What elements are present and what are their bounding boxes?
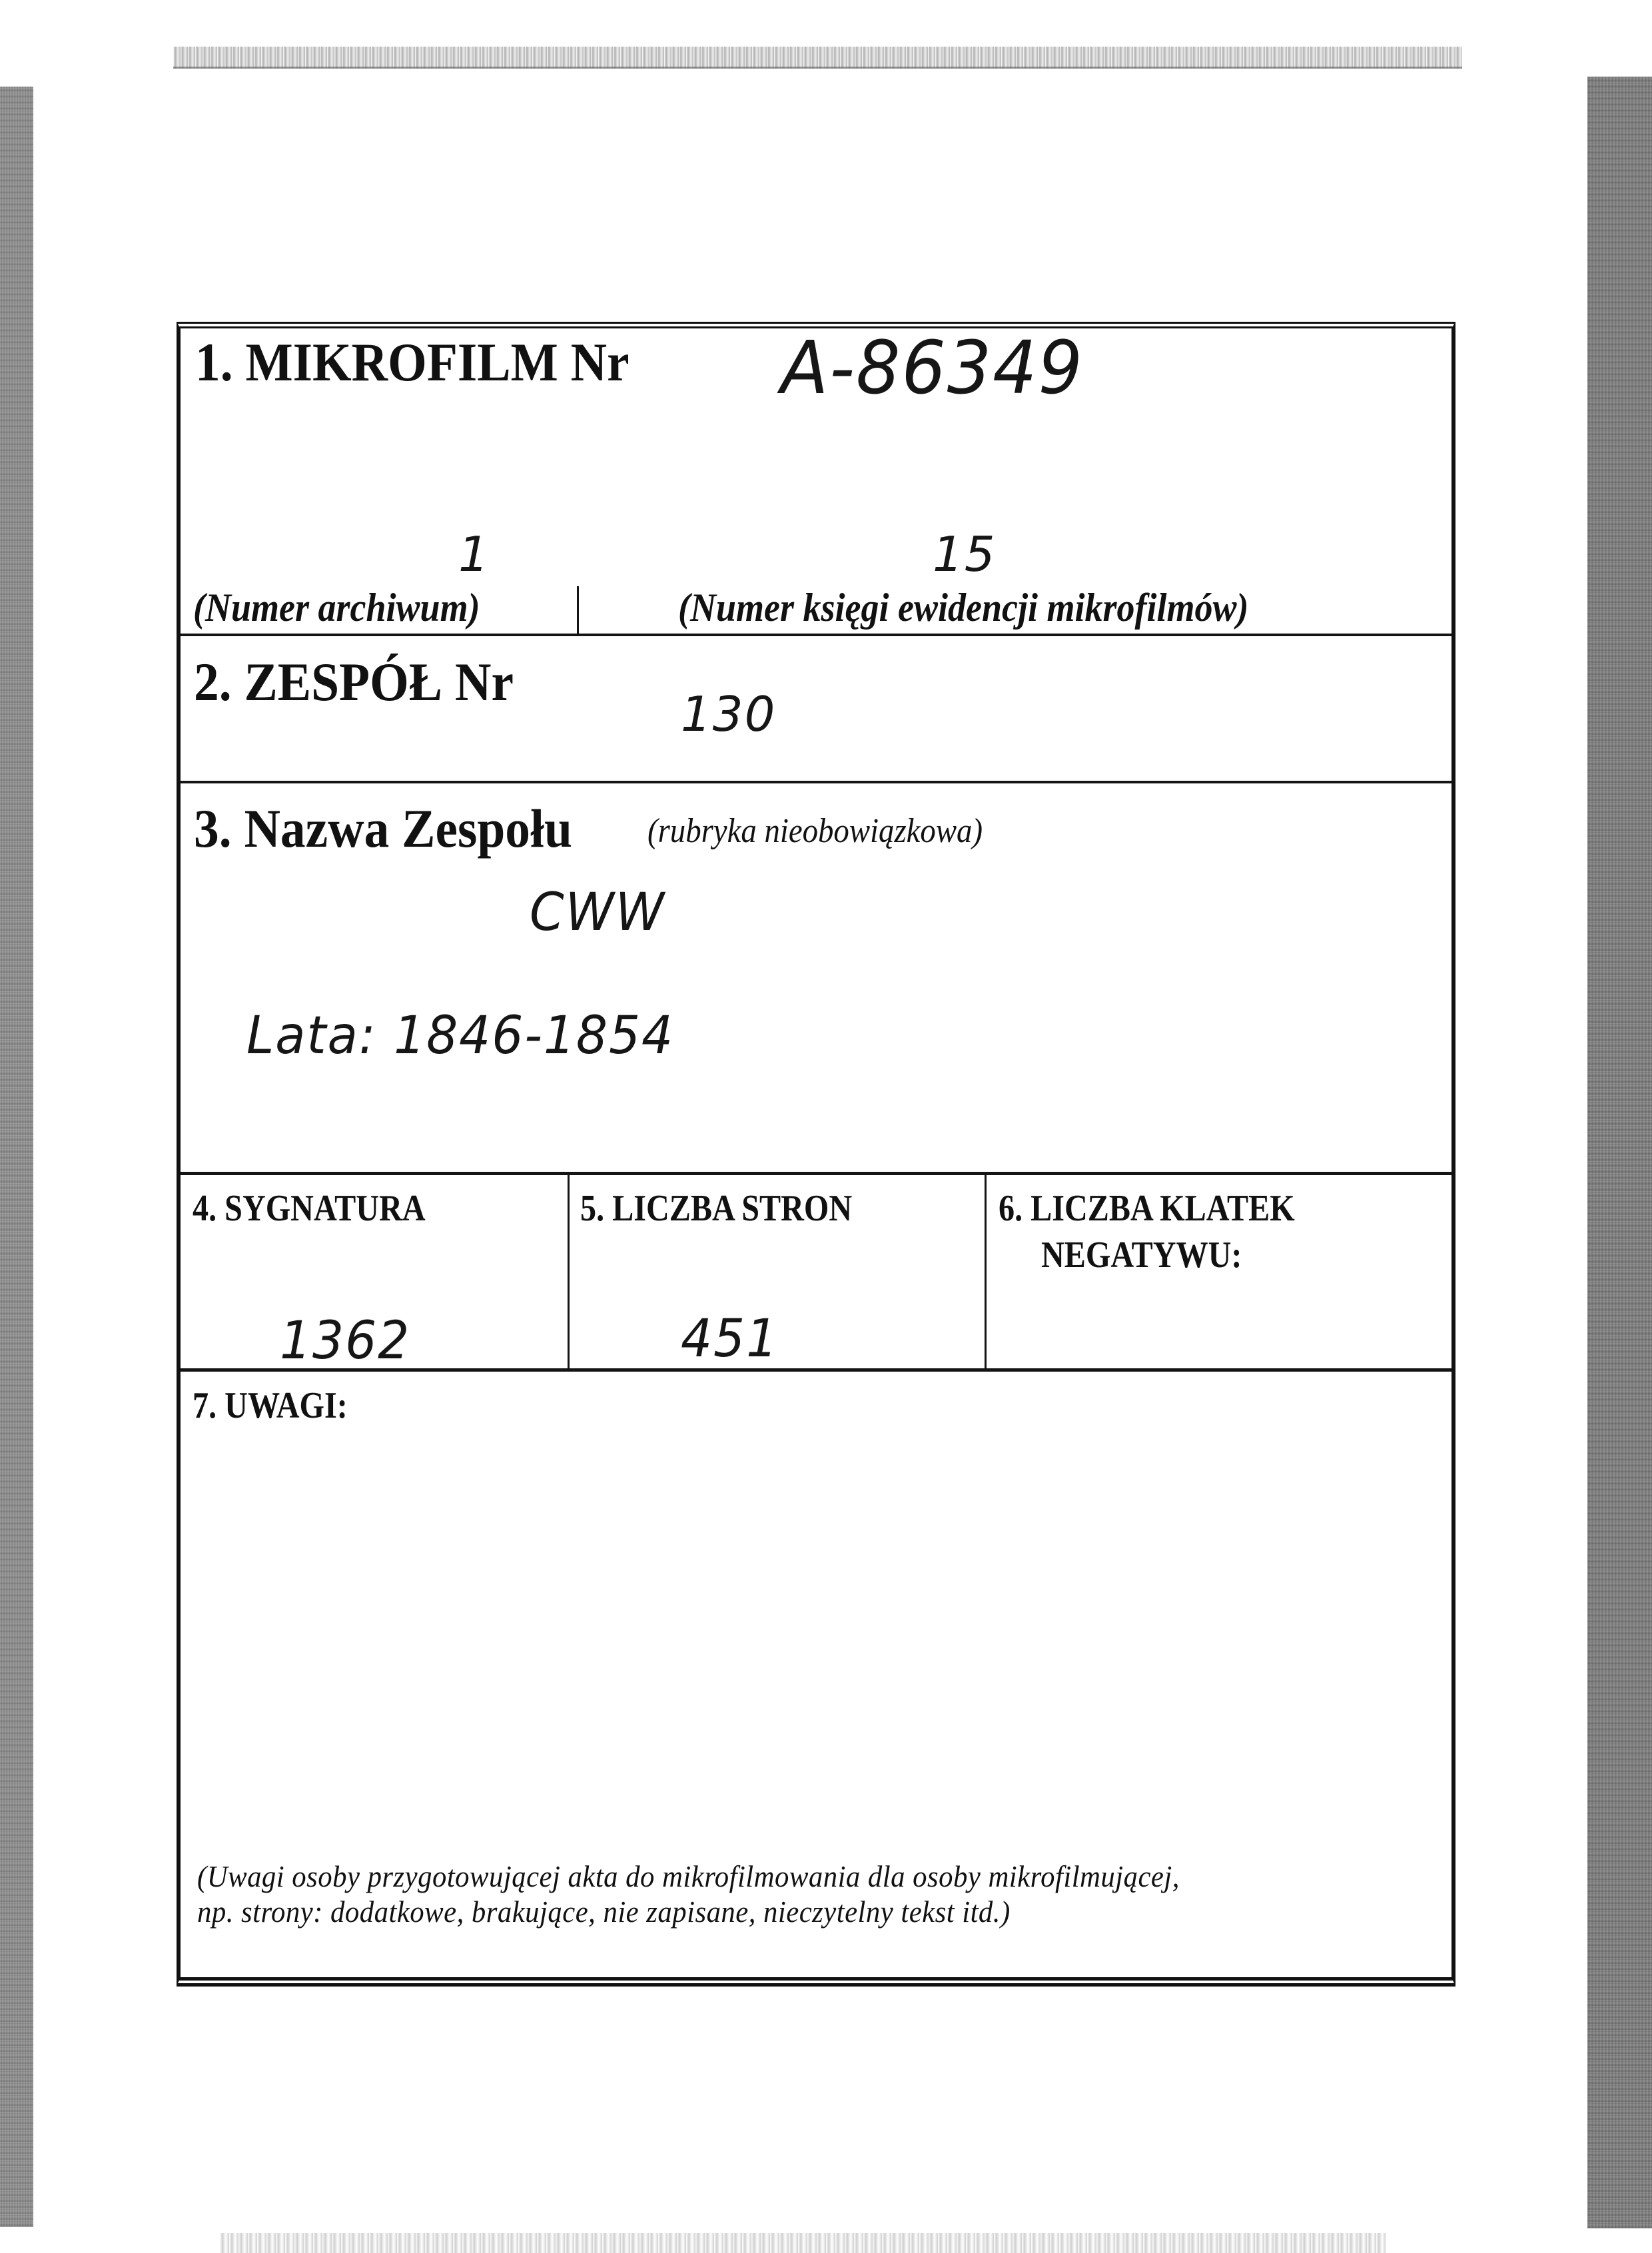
signature-value[interactable]: 1362 xyxy=(280,1311,411,1371)
register-number-value[interactable]: 15 xyxy=(933,526,997,582)
divider-col-4-5 xyxy=(568,1174,570,1370)
section1-heading: 1. MIKROFILM Nr xyxy=(195,332,629,392)
section3-heading: 3. Nazwa Zespołu xyxy=(194,798,572,859)
page-count-value[interactable]: 451 xyxy=(681,1309,779,1369)
remarks-instruction-line2: np. strony: dodatkowe, brakujące, nie zapisane, nieczytelny tekst itd.) xyxy=(197,1895,1011,1929)
divider-row1 xyxy=(181,634,1451,636)
register-number-label: (Numer księgi ewidencji mikrofilmów) xyxy=(678,586,1249,630)
collection-years-value[interactable]: Lata: 1846-1854 xyxy=(246,1006,675,1066)
section6-heading-line1: 6. LICZBA KLATEK xyxy=(999,1188,1295,1229)
scan-edge-left xyxy=(0,87,33,2227)
section3-optional-note: (rubryka nieobowiązkowa) xyxy=(647,812,983,850)
microfilm-form-frame xyxy=(177,322,1455,1987)
collection-number-value[interactable]: 130 xyxy=(681,686,777,742)
section7-heading: 7. UWAGI: xyxy=(193,1385,348,1426)
divider-archive-register xyxy=(577,586,579,636)
section6-heading-line2: NEGATYWU: xyxy=(1041,1234,1242,1276)
microfilm-number-value[interactable]: A-86349 xyxy=(781,325,1084,410)
divider-row2 xyxy=(181,781,1451,783)
archive-number-label: (Numer archiwum) xyxy=(193,586,480,630)
divider-col-5-6 xyxy=(985,1174,987,1370)
archive-number-value[interactable]: 1 xyxy=(458,526,490,582)
divider-row3 xyxy=(181,1172,1451,1175)
collection-name-value[interactable]: CWW xyxy=(530,883,665,943)
scan-artifact-bottom xyxy=(220,2233,1386,2253)
remarks-instruction-line1: (Uwagi osoby przygotowującej akta do mikrofilmowania dla osoby mikrofilmującej, xyxy=(197,1859,1180,1893)
scan-artifact-top xyxy=(173,47,1462,69)
scan-edge-right xyxy=(1587,77,1652,2228)
section2-heading: 2. ZESPÓŁ Nr xyxy=(194,652,514,712)
section4-heading: 4. SYGNATURA xyxy=(193,1188,426,1229)
section5-heading: 5. LICZBA STRON xyxy=(580,1188,853,1229)
